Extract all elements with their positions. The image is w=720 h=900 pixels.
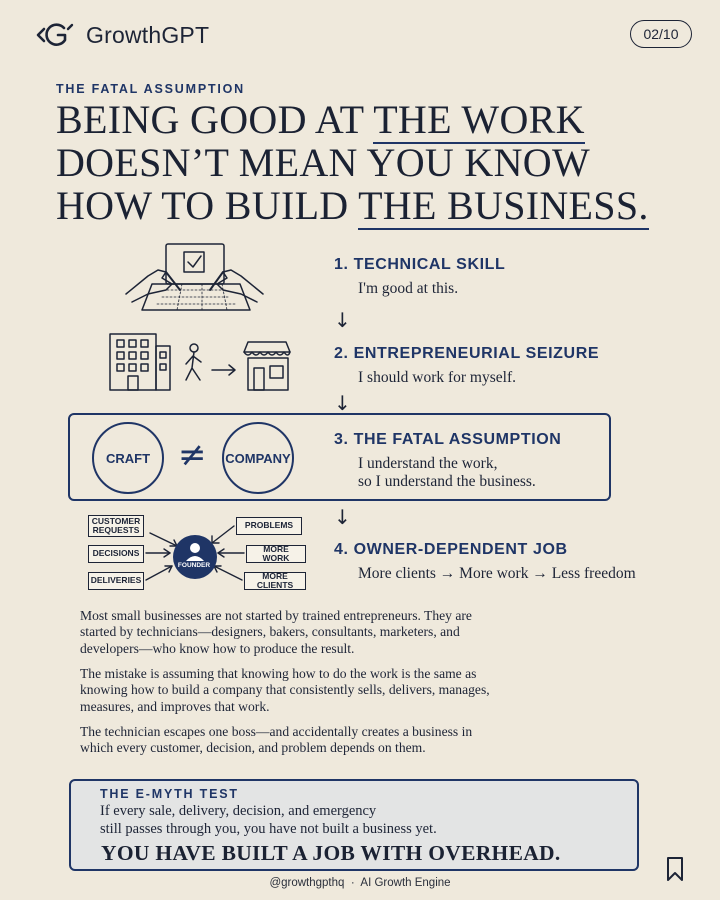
headline-highlight-business: THE BUSINESS.: [358, 183, 649, 228]
founder-label: FOUNDER: [177, 562, 211, 569]
step-4: [334, 541, 636, 583]
bookmark-icon[interactable]: [665, 856, 685, 882]
footer-separator: ·: [350, 877, 355, 889]
headline-line1-pre: BEING GOOD AT: [56, 97, 374, 142]
emyth-test-text: [100, 803, 437, 838]
brand-name: GrowthGPT: [86, 21, 210, 48]
arrow-down-icon: ↓: [334, 505, 351, 529]
eyebrow: THE FATAL ASSUMPTION: [56, 82, 246, 96]
paragraph-3: The technician escapes one boss—and accidentally creates a business in which every customer, decision, and problem depends on them.: [80, 724, 473, 756]
step-1-desc: I'm good at this.: [358, 280, 459, 297]
step-4-title: 4. OWNER-DEPENDENT JOB: [334, 541, 568, 558]
arrow-down-icon: ↓: [334, 308, 351, 332]
headline-highlight-work: THE WORK: [373, 97, 585, 142]
footer: [0, 877, 720, 889]
paragraph-2: The mistake is assuming that knowing how to do the work is the same as knowing how to build a company that consistently sells, delivers, manages, measures, and improves that work.: [80, 666, 490, 714]
step-3-title: 3. THE FATAL ASSUMPTION: [334, 431, 562, 448]
emyth-line-2: still passes through you, you have not built a business yet.: [100, 820, 437, 837]
tag-deliveries: DELIVERIES: [88, 572, 144, 590]
emyth-punchline: YOU HAVE BUILT A JOB WITH OVERHEAD.: [101, 841, 561, 865]
not-equal-icon: ≠: [178, 435, 207, 475]
tag-customer-requests: CUSTOMER REQUESTS: [88, 515, 144, 537]
craft-circle: CRAFT: [92, 422, 164, 494]
tag-more-clients: MORE CLIENTS: [244, 572, 306, 590]
tag-problems: PROBLEMS: [236, 517, 302, 535]
headline-line3-pre: HOW TO BUILD: [56, 183, 359, 228]
tag-decisions: DECISIONS: [88, 545, 144, 563]
footer-tagline: AI Growth Engine: [360, 877, 451, 889]
tag-more-work: MORE WORK: [246, 545, 306, 563]
emyth-test-title: THE E-MYTH TEST: [100, 787, 239, 801]
footer-handle[interactable]: @growthgpthq: [269, 877, 345, 889]
company-circle: COMPANY: [222, 422, 294, 494]
step-1-title: 1. TECHNICAL SKILL: [334, 256, 506, 273]
paragraph-1: Most small businesses are not started by trained entrepreneurs. They are started by technicians—designers, bakers, consultants, marketers, and developers—who know how to produce the result.: [80, 608, 472, 656]
step-4-desc: More clients → More work → Less freedom: [358, 565, 636, 582]
headline-line2: DOESN’T MEAN YOU KNOW: [56, 140, 591, 185]
step-2-desc: I should work for myself.: [358, 369, 516, 386]
step-2-title: 2. ENTREPRENEURIAL SEIZURE: [334, 345, 600, 362]
emyth-line-1: If every sale, delivery, decision, and emergency: [100, 803, 377, 819]
arrow-down-icon: ↓: [334, 391, 351, 415]
page-indicator: 02/10: [630, 20, 692, 48]
step-3-desc-2: so I understand the business.: [358, 473, 536, 490]
step-3-desc-1: I understand the work,: [358, 455, 498, 472]
